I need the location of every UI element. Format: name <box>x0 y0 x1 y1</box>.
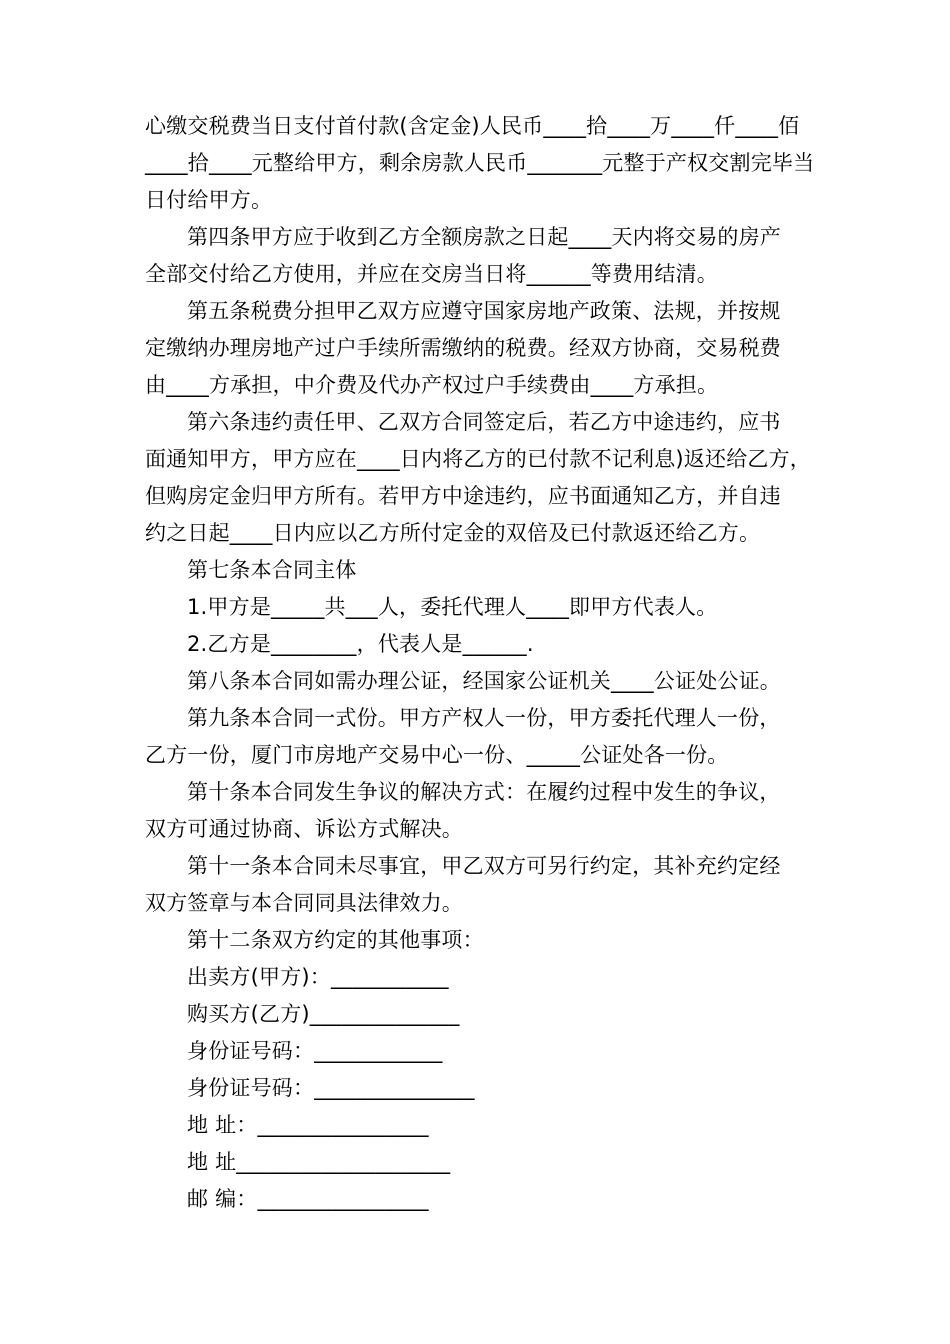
text-line: 购买方(乙方)______________ <box>187 1002 460 1026</box>
text-line: 第六条违约责任甲、乙双方合同签定后，若乙方中途违约，应书 <box>187 410 781 434</box>
text-line: 第十一条本合同未尽事宜，甲乙双方可另行约定，其补充约定经 <box>187 854 781 878</box>
text-line: 全部交付给乙方使用，并应在交房当日将______等费用结清。 <box>145 262 718 286</box>
text-line: 身份证号码：_______________ <box>187 1076 475 1100</box>
text-line: ____拾____元整给甲方，剩余房款人民币_______元整于产权交割完毕当 <box>145 151 815 175</box>
text-line: 第八条本合同如需办理公证，经国家公证机关____公证处公证。 <box>187 669 781 693</box>
text-line: 心缴交税费当日支付首付款(含定金)人民币____拾____万____仟____佰 <box>145 114 800 138</box>
text-line: 地 址：________________ <box>187 1113 429 1137</box>
text-line: 约之日起____日内应以乙方所付定金的双倍及已付款返还给乙方。 <box>145 521 761 545</box>
text-line: 第十条本合同发生争议的解决方式：在履约过程中发生的争议， <box>187 780 781 804</box>
text-line: 第七条本合同主体 <box>187 558 357 582</box>
text-line: 面通知甲方，甲方应在____日内将乙方的已付款不记利息)返还给乙方， <box>145 447 811 471</box>
text-line: 双方可通过协商、诉讼方式解决。 <box>145 817 463 841</box>
text-line: 第九条本合同一式份。甲方产权人一份，甲方委托代理人一份， <box>187 706 781 730</box>
document-page <box>145 108 835 1218</box>
text-line: 1.甲方是_____共___人，委托代理人____即甲方代表人。 <box>187 595 718 619</box>
text-line: 由____方承担，中介费及代办产权过户手续费由____方承担。 <box>145 373 719 397</box>
text-line: 乙方一份，厦门市房地产交易中心一份、_____公证处各一份。 <box>145 743 729 767</box>
text-line: 邮 编：________________ <box>187 1187 429 1211</box>
text-line: 身份证号码：____________ <box>187 1039 443 1063</box>
text-line: 第四条甲方应于收到乙方全额房款之日起____天内将交易的房产 <box>187 225 781 249</box>
text-line: 定缴纳办理房地产过户手续所需缴纳的税费。经双方协商，交易税费 <box>145 336 781 360</box>
text-line: 第十二条双方约定的其他事项： <box>187 928 484 952</box>
text-line: 第五条税费分担甲乙双方应遵守国家房地产政策、法规，并按规 <box>187 299 781 323</box>
text-line: 日付给甲方。 <box>145 188 273 212</box>
text-line: 2.乙方是________，代表人是______. <box>187 632 534 656</box>
text-line: 但购房定金归甲方所有。若甲方中途违约，应书面通知乙方，并自违 <box>145 484 781 508</box>
text-line: 出卖方(甲方)：___________ <box>187 965 449 989</box>
text-line: 双方签章与本合同同具法律效力。 <box>145 891 463 915</box>
text-line: 地 址____________________ <box>187 1150 451 1174</box>
